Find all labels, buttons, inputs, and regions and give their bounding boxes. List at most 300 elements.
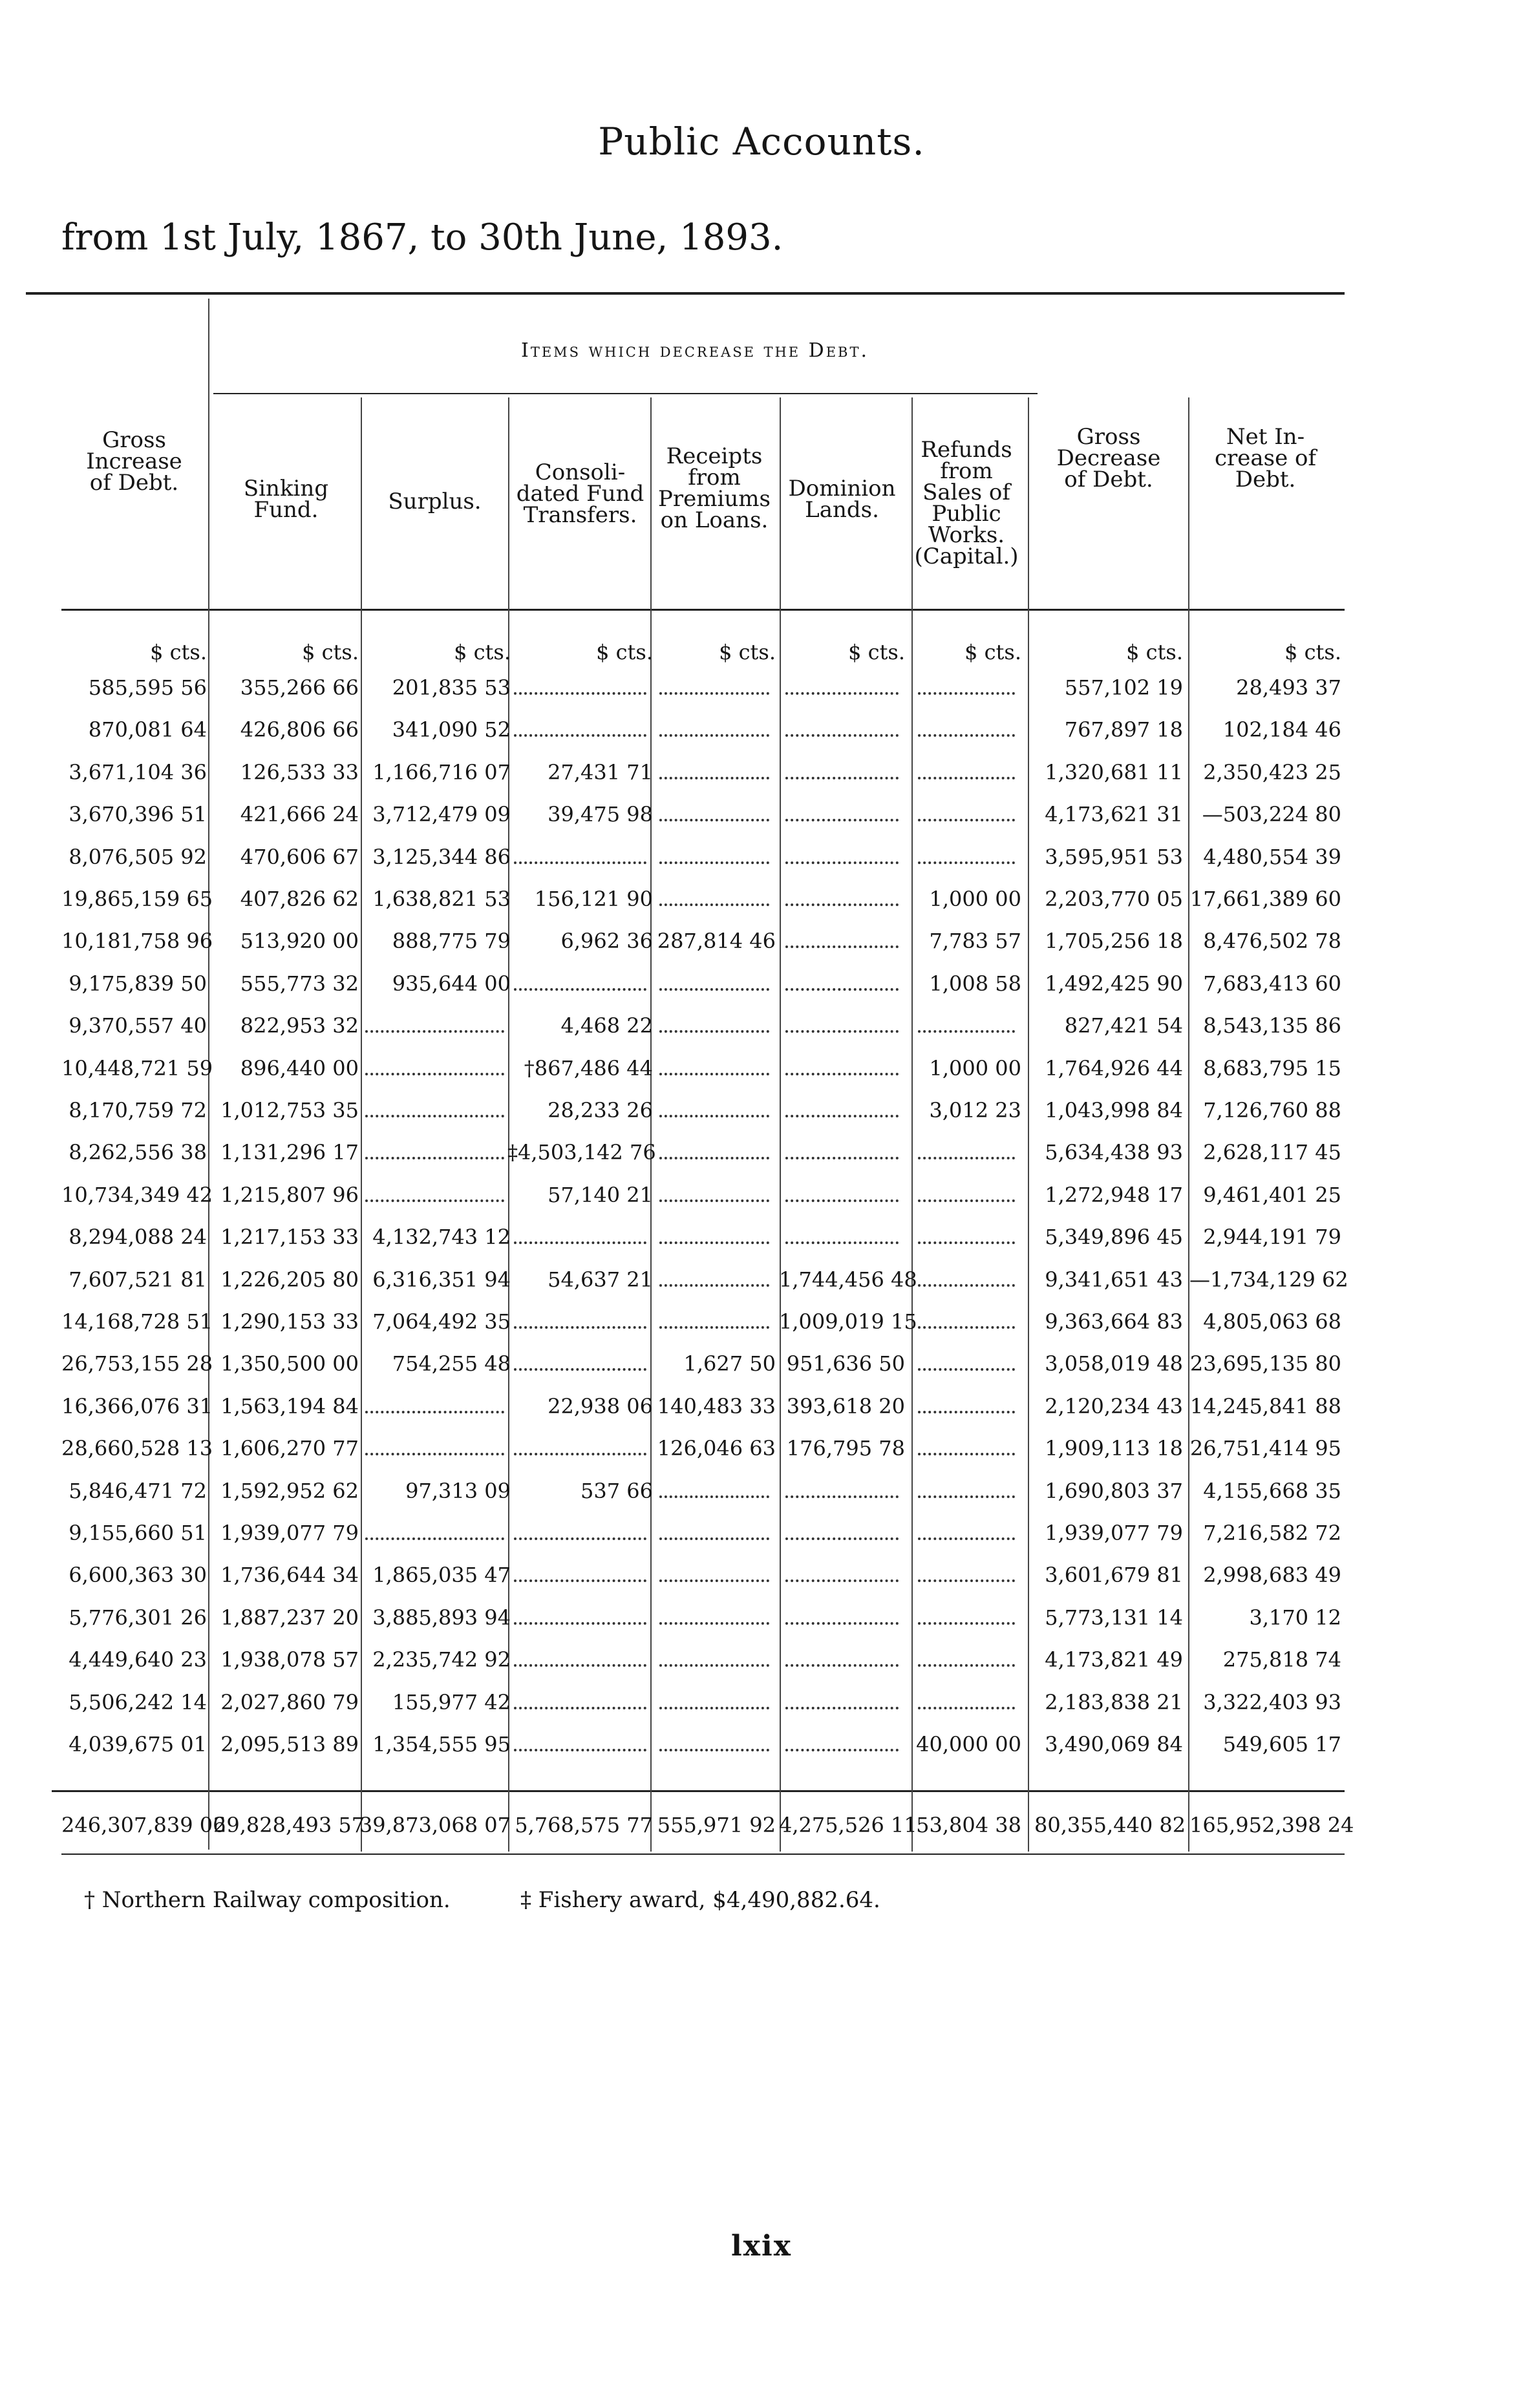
cell-gross-decrease: 5,773,131 14 bbox=[1045, 1605, 1183, 1630]
table-row bbox=[0, 799, 1523, 830]
empty-cell-leader bbox=[514, 1241, 646, 1244]
empty-cell-leader bbox=[659, 1579, 769, 1582]
cell-consolidated-fund-transfers: 22,938 06 bbox=[548, 1393, 653, 1419]
cell-gross-decrease: 9,341,651 43 bbox=[1045, 1267, 1183, 1292]
cell-public-works-refunds: 40,000 00 bbox=[916, 1732, 1021, 1757]
table-row bbox=[0, 714, 1523, 745]
empty-cell-leader bbox=[918, 1326, 1015, 1329]
empty-cell-leader bbox=[514, 861, 646, 864]
cell-public-works-refunds: $ cts. bbox=[964, 640, 1021, 664]
empty-cell-leader bbox=[918, 1622, 1015, 1625]
cell-dominion-lands: 1,009,019 15 bbox=[779, 1309, 917, 1334]
empty-cell-leader bbox=[918, 1030, 1015, 1033]
cell-sinking-fund: 1,939,077 79 bbox=[220, 1521, 359, 1545]
cell-gross-decrease: 1,690,803 37 bbox=[1045, 1478, 1183, 1503]
footnote-fishery-award: ‡ Fishery award, $4,490,882.64. bbox=[520, 1887, 880, 1913]
table-row bbox=[0, 1433, 1523, 1464]
empty-cell-leader bbox=[918, 1664, 1015, 1667]
cell-net-increase: 4,155,668 35 bbox=[1203, 1478, 1341, 1503]
cell-gross-decrease: $ cts. bbox=[1126, 640, 1183, 664]
cell-surplus: $ cts. bbox=[454, 640, 511, 664]
cell-net-increase: 2,944,191 79 bbox=[1203, 1225, 1341, 1250]
table-row bbox=[0, 1729, 1523, 1760]
cell-premium-receipts: 287,814 46 bbox=[657, 929, 776, 954]
cell-sinking-fund: 426,806 66 bbox=[240, 717, 359, 743]
cell-dominion-lands: 393,618 20 bbox=[786, 1393, 905, 1419]
column-header-public-works-refunds: Refunds from Sales of Public Works. (Capital.) bbox=[914, 437, 1019, 569]
cell-consolidated-fund-transfers: 28,233 26 bbox=[548, 1098, 653, 1123]
column-header-dominion-lands: Dominion Lands. bbox=[788, 476, 896, 523]
empty-cell-leader bbox=[918, 1411, 1015, 1413]
cell-public-works-refunds: 1,008 58 bbox=[929, 971, 1021, 996]
cell-sinking-fund: $ cts. bbox=[302, 640, 359, 664]
cell-surplus: 155,977 42 bbox=[392, 1689, 511, 1715]
cell-gross-increase: 3,671,104 36 bbox=[69, 759, 207, 785]
cell-net-increase: 2,350,423 25 bbox=[1203, 759, 1341, 785]
column-header-net-increase: Net In- crease of Debt. bbox=[1214, 424, 1317, 492]
cell-net-increase: 14,245,841 88 bbox=[1189, 1393, 1341, 1419]
cell-gross-decrease: 1,939,077 79 bbox=[1045, 1521, 1183, 1545]
cell-sinking-fund: 1,887,237 20 bbox=[220, 1605, 359, 1630]
cell-sinking-fund: 896,440 00 bbox=[240, 1055, 359, 1081]
cell-net-increase: 102,184 46 bbox=[1222, 717, 1341, 743]
cell-premium-receipts: 1,627 50 bbox=[683, 1351, 776, 1377]
cell-consolidated-fund-transfers: †867,486 44 bbox=[524, 1055, 653, 1081]
empty-cell-leader bbox=[659, 1326, 769, 1329]
cell-gross-increase: 6,600,363 30 bbox=[69, 1563, 207, 1588]
cell-surplus: 888,775 79 bbox=[392, 929, 511, 954]
group-header-rule bbox=[213, 393, 1038, 394]
cell-gross-increase: 9,370,557 40 bbox=[69, 1013, 207, 1039]
cell-consolidated-fund-transfers: 57,140 21 bbox=[548, 1182, 653, 1207]
empty-cell-leader bbox=[514, 1453, 646, 1455]
empty-cell-leader bbox=[918, 1707, 1015, 1709]
empty-cell-leader bbox=[659, 1073, 769, 1075]
table-row bbox=[0, 925, 1523, 956]
cell-gross-decrease: 2,120,234 43 bbox=[1045, 1393, 1183, 1419]
empty-cell-leader bbox=[514, 1326, 646, 1329]
cell-gross-decrease: 1,272,948 17 bbox=[1045, 1182, 1183, 1207]
empty-cell-leader bbox=[514, 734, 646, 737]
cell-net-increase: 8,683,795 15 bbox=[1203, 1055, 1341, 1081]
cell-sinking-fund: 1,226,205 80 bbox=[220, 1267, 359, 1292]
cell-public-works-refunds: 1,000 00 bbox=[929, 887, 1021, 911]
cell-sinking-fund: 1,350,500 00 bbox=[220, 1351, 359, 1377]
cell-gross-increase: 26,753,155 28 bbox=[61, 1351, 213, 1377]
cell-surplus: 754,255 48 bbox=[392, 1351, 511, 1377]
cell-sinking-fund: 1,606,270 77 bbox=[220, 1436, 359, 1461]
cell-gross-increase: 8,076,505 92 bbox=[69, 844, 207, 869]
cell-net-increase: 9,461,401 25 bbox=[1203, 1182, 1341, 1207]
cell-surplus: 935,644 00 bbox=[392, 971, 511, 996]
cell-gross-decrease: 3,595,951 53 bbox=[1045, 844, 1183, 869]
cell-gross-increase: 8,170,759 72 bbox=[69, 1098, 207, 1123]
cell-net-increase: 26,751,414 95 bbox=[1189, 1436, 1341, 1461]
empty-cell-leader bbox=[659, 692, 769, 695]
empty-cell-leader bbox=[918, 777, 1015, 779]
table-row bbox=[0, 883, 1523, 914]
cell-sinking-fund: 822,953 32 bbox=[240, 1013, 359, 1039]
empty-cell-leader bbox=[659, 1495, 769, 1498]
cell-net-increase: $ cts. bbox=[1284, 640, 1341, 664]
cell-gross-increase: 10,448,721 59 bbox=[61, 1055, 213, 1081]
table-row bbox=[0, 1221, 1523, 1252]
empty-cell-leader bbox=[659, 1241, 769, 1244]
table-row bbox=[0, 1475, 1523, 1506]
empty-cell-leader bbox=[785, 903, 899, 906]
cell-premium-receipts: $ cts. bbox=[719, 640, 776, 664]
cell-gross-increase: 8,294,088 24 bbox=[69, 1225, 207, 1250]
empty-cell-leader bbox=[365, 1453, 504, 1455]
cell-surplus: 6,316,351 94 bbox=[372, 1267, 511, 1292]
cell-gross-decrease: 2,183,838 21 bbox=[1045, 1689, 1183, 1715]
empty-cell-leader bbox=[785, 734, 899, 737]
cell-surplus: 3,712,479 09 bbox=[372, 802, 511, 827]
cell-surplus: 1,865,035 47 bbox=[372, 1563, 511, 1588]
table-row bbox=[0, 1348, 1523, 1379]
cell-gross-increase: 14,168,728 51 bbox=[61, 1309, 213, 1334]
cell-gross-decrease: 767,897 18 bbox=[1064, 717, 1183, 743]
empty-cell-leader bbox=[659, 861, 769, 864]
cell-gross-increase: 4,449,640 23 bbox=[69, 1647, 207, 1673]
totals-rule bbox=[52, 1790, 1345, 1792]
cell-sinking-fund: 407,826 62 bbox=[240, 887, 359, 911]
cell-public-works-refunds: 53,804 38 bbox=[916, 1813, 1021, 1837]
cell-consolidated-fund-transfers: ‡4,503,142 76 bbox=[507, 1140, 656, 1165]
empty-cell-leader bbox=[514, 1749, 646, 1751]
cell-net-increase: 275,818 74 bbox=[1222, 1647, 1341, 1673]
empty-cell-leader bbox=[918, 1453, 1015, 1455]
empty-cell-leader bbox=[659, 1622, 769, 1625]
column-header-premium-receipts: Receipts from Premiums on Loans. bbox=[658, 443, 771, 533]
empty-cell-leader bbox=[785, 692, 899, 695]
cell-gross-decrease: 3,058,019 48 bbox=[1045, 1351, 1183, 1377]
cell-sinking-fund: 126,533 33 bbox=[240, 759, 359, 785]
footnote-northern-railway: † Northern Railway composition. bbox=[84, 1887, 451, 1913]
empty-cell-leader bbox=[514, 988, 646, 991]
cell-sinking-fund: 513,920 00 bbox=[240, 929, 359, 954]
table-row bbox=[0, 757, 1523, 788]
empty-cell-leader bbox=[785, 1707, 899, 1709]
cell-gross-decrease: 1,764,926 44 bbox=[1045, 1055, 1183, 1081]
table-row bbox=[0, 841, 1523, 872]
empty-cell-leader bbox=[785, 1749, 899, 1751]
cell-net-increase: 8,543,135 86 bbox=[1203, 1013, 1341, 1039]
column-header-sinking-fund: Sinking Fund. bbox=[243, 476, 329, 523]
cell-premium-receipts: 140,483 33 bbox=[657, 1393, 776, 1419]
cell-net-increase: 7,126,760 88 bbox=[1203, 1098, 1341, 1123]
empty-cell-leader bbox=[365, 1030, 504, 1033]
cell-public-works-refunds: 3,012 23 bbox=[929, 1098, 1021, 1123]
empty-cell-leader bbox=[785, 1115, 899, 1117]
cell-gross-decrease: 4,173,621 31 bbox=[1045, 802, 1183, 827]
cell-gross-decrease: 9,363,664 83 bbox=[1045, 1309, 1183, 1334]
empty-cell-leader bbox=[918, 819, 1015, 821]
cell-dominion-lands: 1,744,456 48 bbox=[779, 1267, 917, 1292]
cell-dominion-lands: $ cts. bbox=[848, 640, 905, 664]
cell-sinking-fund: 1,131,296 17 bbox=[220, 1140, 359, 1165]
empty-cell-leader bbox=[514, 1579, 646, 1582]
cell-dominion-lands: 176,795 78 bbox=[786, 1436, 905, 1461]
empty-cell-leader bbox=[659, 1749, 769, 1751]
empty-cell-leader bbox=[918, 734, 1015, 737]
cell-net-increase: 2,628,117 45 bbox=[1203, 1140, 1341, 1165]
empty-cell-leader bbox=[785, 861, 899, 864]
cell-gross-decrease: 557,102 19 bbox=[1064, 675, 1183, 700]
cell-surplus: 201,835 53 bbox=[392, 675, 511, 700]
empty-cell-leader bbox=[514, 692, 646, 695]
cell-net-increase: 4,480,554 39 bbox=[1203, 844, 1341, 869]
cell-sinking-fund: 1,012,753 35 bbox=[220, 1098, 359, 1123]
empty-cell-leader bbox=[785, 945, 899, 948]
column-header-surplus: Surplus. bbox=[388, 489, 482, 514]
cell-surplus: 341,090 52 bbox=[392, 717, 511, 743]
cell-gross-decrease: 3,601,679 81 bbox=[1045, 1563, 1183, 1588]
empty-cell-leader bbox=[659, 819, 769, 821]
empty-cell-leader bbox=[365, 1537, 504, 1540]
empty-cell-leader bbox=[659, 1030, 769, 1033]
cell-gross-decrease: 1,705,256 18 bbox=[1045, 929, 1183, 954]
cell-net-increase: —503,224 80 bbox=[1202, 802, 1341, 827]
empty-cell-leader bbox=[514, 1664, 646, 1667]
cell-gross-increase: 5,776,301 26 bbox=[69, 1605, 207, 1630]
empty-cell-leader bbox=[365, 1157, 504, 1159]
cell-sinking-fund: 470,606 67 bbox=[240, 844, 359, 869]
cell-consolidated-fund-transfers: 27,431 71 bbox=[548, 759, 653, 785]
cell-dominion-lands: 951,636 50 bbox=[786, 1351, 905, 1377]
empty-cell-leader bbox=[659, 903, 769, 906]
cell-public-works-refunds: 7,783 57 bbox=[929, 929, 1021, 954]
cell-gross-decrease: 827,421 54 bbox=[1064, 1013, 1183, 1039]
column-header-gross-increase: Gross Increase of Debt. bbox=[86, 427, 182, 496]
cell-net-increase: —1,734,129 62 bbox=[1189, 1267, 1348, 1292]
cell-gross-decrease: 5,349,896 45 bbox=[1045, 1225, 1183, 1250]
column-header-consolidated-fund-transfers: Consoli- dated Fund Transfers. bbox=[516, 459, 644, 528]
empty-cell-leader bbox=[514, 1622, 646, 1625]
table-row bbox=[0, 1517, 1523, 1548]
empty-cell-leader bbox=[785, 1537, 899, 1540]
empty-cell-leader bbox=[659, 988, 769, 991]
page-title: Public Accounts. bbox=[598, 120, 925, 164]
cell-surplus: 2,235,742 92 bbox=[372, 1647, 511, 1673]
empty-cell-leader bbox=[659, 734, 769, 737]
empty-cell-leader bbox=[659, 1157, 769, 1159]
cell-net-increase: 7,216,582 72 bbox=[1203, 1521, 1341, 1545]
cell-gross-decrease: 1,320,681 11 bbox=[1045, 759, 1183, 785]
empty-cell-leader bbox=[785, 1199, 899, 1202]
empty-cell-leader bbox=[918, 1579, 1015, 1582]
cell-gross-increase: 9,155,660 51 bbox=[69, 1521, 207, 1545]
cell-net-increase: 165,952,398 24 bbox=[1189, 1813, 1354, 1837]
empty-cell-leader bbox=[785, 1622, 899, 1625]
cell-surplus: 7,064,492 35 bbox=[372, 1309, 511, 1334]
cell-gross-increase: 16,366,076 31 bbox=[61, 1393, 213, 1419]
cell-gross-increase: 870,081 64 bbox=[88, 717, 207, 743]
table-row bbox=[0, 968, 1523, 999]
empty-cell-leader bbox=[659, 1537, 769, 1540]
cell-sinking-fund: 29,828,493 57 bbox=[213, 1813, 365, 1837]
cell-net-increase: 23,695,135 80 bbox=[1189, 1351, 1341, 1377]
cell-gross-increase: 5,506,242 14 bbox=[69, 1689, 207, 1715]
cell-consolidated-fund-transfers: $ cts. bbox=[596, 640, 653, 664]
cell-surplus: 39,873,068 07 bbox=[359, 1813, 511, 1837]
cell-consolidated-fund-transfers: 4,468 22 bbox=[560, 1013, 653, 1039]
group-header-decrease-items: Items which decrease the Debt. bbox=[520, 339, 869, 362]
empty-cell-leader bbox=[918, 1157, 1015, 1159]
empty-cell-leader bbox=[659, 777, 769, 779]
cell-sinking-fund: 555,773 32 bbox=[240, 971, 359, 996]
cell-gross-increase: 246,307,839 06 bbox=[61, 1813, 226, 1837]
table-row bbox=[0, 1095, 1523, 1126]
empty-cell-leader bbox=[918, 861, 1015, 864]
cell-dominion-lands: 4,275,526 11 bbox=[779, 1813, 917, 1837]
empty-cell-leader bbox=[785, 988, 899, 991]
cell-gross-increase: 4,039,675 01 bbox=[69, 1732, 207, 1757]
cell-sinking-fund: 2,027,860 79 bbox=[220, 1689, 359, 1715]
cell-surplus: 4,132,743 12 bbox=[372, 1225, 511, 1250]
empty-cell-leader bbox=[365, 1199, 504, 1202]
empty-cell-leader bbox=[918, 1284, 1015, 1287]
cell-net-increase: 28,493 37 bbox=[1236, 675, 1341, 700]
cell-gross-increase: 8,262,556 38 bbox=[69, 1140, 207, 1165]
cell-surplus: 1,166,716 07 bbox=[372, 759, 511, 785]
cell-gross-decrease: 80,355,440 82 bbox=[1034, 1813, 1186, 1837]
cell-sinking-fund: 1,736,644 34 bbox=[220, 1563, 359, 1588]
top-rule bbox=[26, 292, 1345, 295]
cell-net-increase: 17,661,389 60 bbox=[1189, 887, 1341, 911]
units-row bbox=[0, 637, 1523, 668]
cell-net-increase: 8,476,502 78 bbox=[1203, 929, 1341, 954]
table-row bbox=[0, 1306, 1523, 1337]
cell-net-increase: 549,605 17 bbox=[1222, 1732, 1341, 1757]
table-row bbox=[0, 672, 1523, 703]
cell-gross-increase: 10,181,758 96 bbox=[61, 929, 213, 954]
cell-gross-increase: $ cts. bbox=[150, 640, 207, 664]
table-row bbox=[0, 1179, 1523, 1210]
empty-cell-leader bbox=[514, 1537, 646, 1540]
empty-cell-leader bbox=[785, 1030, 899, 1033]
cell-gross-decrease: 5,634,438 93 bbox=[1045, 1140, 1183, 1165]
table-row bbox=[0, 1053, 1523, 1084]
empty-cell-leader bbox=[785, 777, 899, 779]
empty-cell-leader bbox=[659, 1115, 769, 1117]
table-row bbox=[0, 1644, 1523, 1675]
empty-cell-leader bbox=[365, 1115, 504, 1117]
empty-cell-leader bbox=[918, 1537, 1015, 1540]
cell-consolidated-fund-transfers: 5,768,575 77 bbox=[515, 1813, 653, 1837]
empty-cell-leader bbox=[785, 1664, 899, 1667]
empty-cell-leader bbox=[514, 1707, 646, 1709]
cell-gross-increase: 5,846,471 72 bbox=[69, 1478, 207, 1503]
cell-net-increase: 7,683,413 60 bbox=[1203, 971, 1341, 996]
cell-consolidated-fund-transfers: 39,475 98 bbox=[548, 802, 653, 827]
cell-sinking-fund: 1,563,194 84 bbox=[220, 1393, 359, 1419]
cell-gross-increase: 19,865,159 65 bbox=[61, 887, 213, 911]
cell-premium-receipts: 555,971 92 bbox=[657, 1813, 776, 1837]
cell-gross-increase: 10,734,349 42 bbox=[61, 1182, 213, 1207]
empty-cell-leader bbox=[659, 1664, 769, 1667]
cell-gross-increase: 3,670,396 51 bbox=[69, 802, 207, 827]
table-row bbox=[0, 1137, 1523, 1168]
empty-cell-leader bbox=[918, 692, 1015, 695]
empty-cell-leader bbox=[659, 1284, 769, 1287]
header-bottom-rule bbox=[61, 609, 1345, 611]
cell-net-increase: 3,170 12 bbox=[1249, 1605, 1341, 1630]
cell-gross-decrease: 1,909,113 18 bbox=[1045, 1436, 1183, 1461]
cell-surplus: 97,313 09 bbox=[405, 1478, 511, 1503]
empty-cell-leader bbox=[918, 1495, 1015, 1498]
cell-sinking-fund: 355,266 66 bbox=[240, 675, 359, 700]
page-subtitle: from 1st July, 1867, to 30th June, 1893. bbox=[61, 217, 783, 259]
empty-cell-leader bbox=[785, 1073, 899, 1075]
table-row bbox=[0, 1559, 1523, 1590]
cell-premium-receipts: 126,046 63 bbox=[657, 1436, 776, 1461]
cell-consolidated-fund-transfers: 537 66 bbox=[580, 1478, 653, 1503]
empty-cell-leader bbox=[659, 1199, 769, 1202]
cell-sinking-fund: 1,592,952 62 bbox=[220, 1478, 359, 1503]
empty-cell-leader bbox=[785, 1579, 899, 1582]
cell-sinking-fund: 1,215,807 96 bbox=[220, 1182, 359, 1207]
table-row bbox=[0, 1264, 1523, 1295]
table-row bbox=[0, 1602, 1523, 1633]
empty-cell-leader bbox=[918, 1368, 1015, 1371]
totals-row bbox=[0, 1810, 1523, 1841]
empty-cell-leader bbox=[918, 1241, 1015, 1244]
cell-gross-decrease: 1,492,425 90 bbox=[1045, 971, 1183, 996]
cell-gross-decrease: 2,203,770 05 bbox=[1045, 887, 1183, 911]
cell-consolidated-fund-transfers: 156,121 90 bbox=[534, 887, 653, 911]
empty-cell-leader bbox=[365, 1411, 504, 1413]
cell-gross-increase: 28,660,528 13 bbox=[61, 1436, 213, 1461]
cell-consolidated-fund-transfers: 54,637 21 bbox=[548, 1267, 653, 1292]
cell-surplus: 3,885,893 94 bbox=[372, 1605, 511, 1630]
empty-cell-leader bbox=[785, 1495, 899, 1498]
cell-gross-decrease: 1,043,998 84 bbox=[1045, 1098, 1183, 1123]
cell-sinking-fund: 1,217,153 33 bbox=[220, 1225, 359, 1250]
cell-sinking-fund: 421,666 24 bbox=[240, 802, 359, 827]
page-number: lxix bbox=[731, 2230, 792, 2263]
cell-net-increase: 3,322,403 93 bbox=[1203, 1689, 1341, 1715]
cell-public-works-refunds: 1,000 00 bbox=[929, 1055, 1021, 1081]
column-header-gross-decrease: Gross Decrease of Debt. bbox=[1056, 424, 1161, 492]
empty-cell-leader bbox=[514, 1368, 646, 1371]
empty-cell-leader bbox=[918, 1199, 1015, 1202]
cell-net-increase: 2,998,683 49 bbox=[1203, 1563, 1341, 1588]
empty-cell-leader bbox=[365, 1073, 504, 1075]
cell-sinking-fund: 1,290,153 33 bbox=[220, 1309, 359, 1334]
cell-surplus: 1,354,555 95 bbox=[372, 1732, 511, 1757]
table-row bbox=[0, 1391, 1523, 1422]
empty-cell-leader bbox=[785, 819, 899, 821]
cell-gross-increase: 7,607,521 81 bbox=[69, 1267, 207, 1292]
cell-gross-decrease: 4,173,821 49 bbox=[1045, 1647, 1183, 1673]
cell-sinking-fund: 1,938,078 57 bbox=[220, 1647, 359, 1673]
empty-cell-leader bbox=[785, 1241, 899, 1244]
bottom-rule bbox=[61, 1854, 1345, 1855]
cell-gross-increase: 585,595 56 bbox=[88, 675, 207, 700]
cell-surplus: 3,125,344 86 bbox=[372, 844, 511, 869]
cell-sinking-fund: 2,095,513 89 bbox=[220, 1732, 359, 1757]
table-row bbox=[0, 1687, 1523, 1718]
cell-net-increase: 4,805,063 68 bbox=[1203, 1309, 1341, 1334]
cell-gross-decrease: 3,490,069 84 bbox=[1045, 1732, 1183, 1757]
empty-cell-leader bbox=[659, 1707, 769, 1709]
cell-surplus: 1,638,821 53 bbox=[372, 887, 511, 911]
empty-cell-leader bbox=[785, 1157, 899, 1159]
cell-consolidated-fund-transfers: 6,962 36 bbox=[560, 929, 653, 954]
cell-gross-increase: 9,175,839 50 bbox=[69, 971, 207, 996]
table-row bbox=[0, 1010, 1523, 1041]
